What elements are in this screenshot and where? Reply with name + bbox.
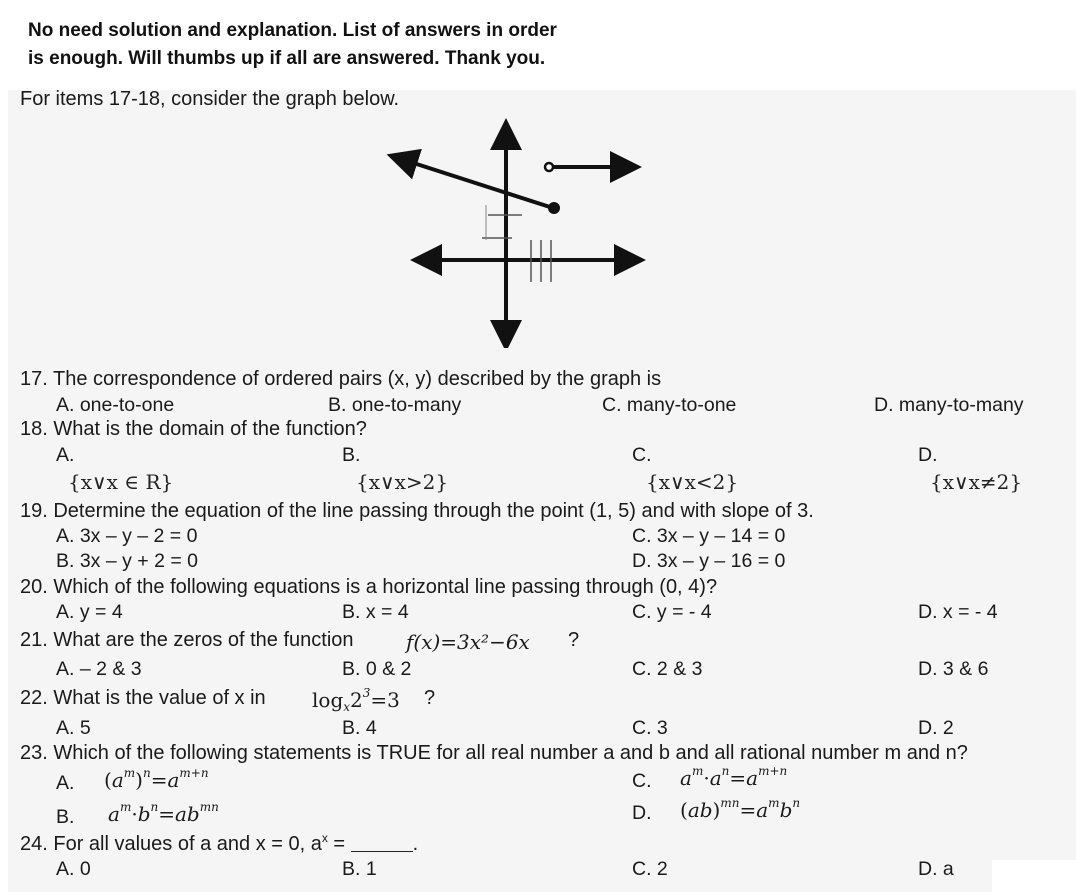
q22-expression: $\log_x2^3=3$ (312, 686, 400, 714)
q18-label-d[interactable]: D. (918, 444, 938, 466)
q23-expr-b: $a^m\cdot b^n=ab^{mn}$ (108, 800, 219, 826)
q24-question-post: = (327, 833, 346, 855)
q22-option-a[interactable]: A. 5 (56, 717, 91, 739)
header-line-2: is enough. Will thumbs up if all are answered. Thank you. (28, 48, 546, 69)
q23-expr-c: $a^m\cdot a^n=a^{m+n}$ (680, 764, 788, 790)
q21-qmark: ? (568, 629, 580, 651)
intro-text: For items 17-18, consider the graph below. (20, 88, 400, 110)
q24-period: . (412, 833, 419, 855)
q24-option-a[interactable]: A. 0 (56, 858, 91, 880)
q24-answer-blank[interactable] (351, 833, 413, 852)
q23-label-d[interactable]: D. (632, 802, 652, 824)
q17-option-c[interactable]: C. many-to-one (602, 394, 737, 416)
q24-question-pre: 24. For all values of a and x = 0, a (20, 833, 322, 855)
q18-set-b: {x∨x>2} (356, 470, 449, 494)
q23-label-a[interactable]: A. (56, 772, 75, 794)
q18-set-a: {x∨x ∈ R} (68, 470, 174, 494)
q22-question: 22. What is the value of x in (20, 687, 266, 709)
q22-option-b[interactable]: B. 4 (342, 717, 377, 739)
q19-option-a[interactable]: A. 3x – y – 2 = 0 (56, 525, 198, 547)
q23-label-b[interactable]: B. (56, 806, 75, 828)
q23-expr-a: $(a^m)^n=a^{m+n}$ (104, 766, 209, 792)
q21-option-c[interactable]: C. 2 & 3 (632, 658, 703, 680)
open-dot (545, 163, 553, 171)
q20-option-b[interactable]: B. x = 4 (342, 601, 409, 623)
q24-question-sup: x (321, 831, 328, 845)
closed-dot (548, 202, 560, 214)
q21-option-d[interactable]: D. 3 & 6 (918, 658, 989, 680)
q23-question: 23. Which of the following statements is TRUE for all real number a and b and all rational number m and n? (20, 742, 968, 764)
q21-option-a[interactable]: A. – 2 & 3 (56, 658, 142, 680)
q19-option-b[interactable]: B. 3x – y + 2 = 0 (56, 550, 199, 572)
left-ray (398, 158, 553, 208)
q19-option-d[interactable]: D. 3x – y – 16 = 0 (632, 550, 786, 572)
q24-option-b[interactable]: B. 1 (342, 858, 377, 880)
piecewise-graph-icon (380, 118, 650, 348)
q18-set-c: {x∨x<2} (646, 470, 739, 494)
q24-question (20, 833, 418, 856)
q22-option-c[interactable]: C. 3 (632, 717, 668, 739)
q20-option-d[interactable]: D. x = - 4 (918, 601, 998, 623)
q20-option-c[interactable]: C. y = - 4 (632, 601, 712, 623)
q24-option-c[interactable]: C. 2 (632, 858, 668, 880)
corner-whitebox (992, 860, 1076, 892)
q17-question: 17. The correspondence of ordered pairs (x, y) described by the graph is (20, 368, 662, 390)
q17-option-a[interactable]: A. one-to-one (56, 394, 175, 416)
q20-option-a[interactable]: A. y = 4 (56, 601, 123, 623)
header-line-1: No need solution and explanation. List of answers in order (28, 20, 557, 41)
q18-label-b[interactable]: B. (342, 444, 361, 466)
q24-option-d[interactable]: D. a (918, 858, 954, 880)
q21-question: 21. What are the zeros of the function (20, 629, 354, 651)
q22-qmark: ? (424, 687, 436, 709)
q18-label-c[interactable]: C. (632, 444, 652, 466)
q22-option-d[interactable]: D. 2 (918, 717, 954, 739)
q23-expr-d: $(ab)^{mn}=a^mb^n$ (680, 796, 801, 822)
q23-label-c[interactable]: C. (632, 770, 652, 792)
q20-question: 20. Which of the following equations is a horizontal line passing through (0, 4)? (20, 576, 718, 598)
q21-function: f(x)=3x²−6x (406, 630, 530, 654)
q18-label-a[interactable]: A. (56, 444, 75, 466)
q18-question: 18. What is the domain of the function? (20, 418, 367, 440)
q19-option-c[interactable]: C. 3x – y – 14 = 0 (632, 525, 786, 547)
q17-option-d[interactable]: D. many-to-many (874, 394, 1024, 416)
q17-option-b[interactable]: B. one-to-many (328, 394, 462, 416)
q21-option-b[interactable]: B. 0 & 2 (342, 658, 412, 680)
q19-question: 19. Determine the equation of the line passing through the point (1, 5) and with slope of 3. (20, 500, 814, 522)
q18-set-d: {x∨x≠2} (930, 470, 1023, 494)
